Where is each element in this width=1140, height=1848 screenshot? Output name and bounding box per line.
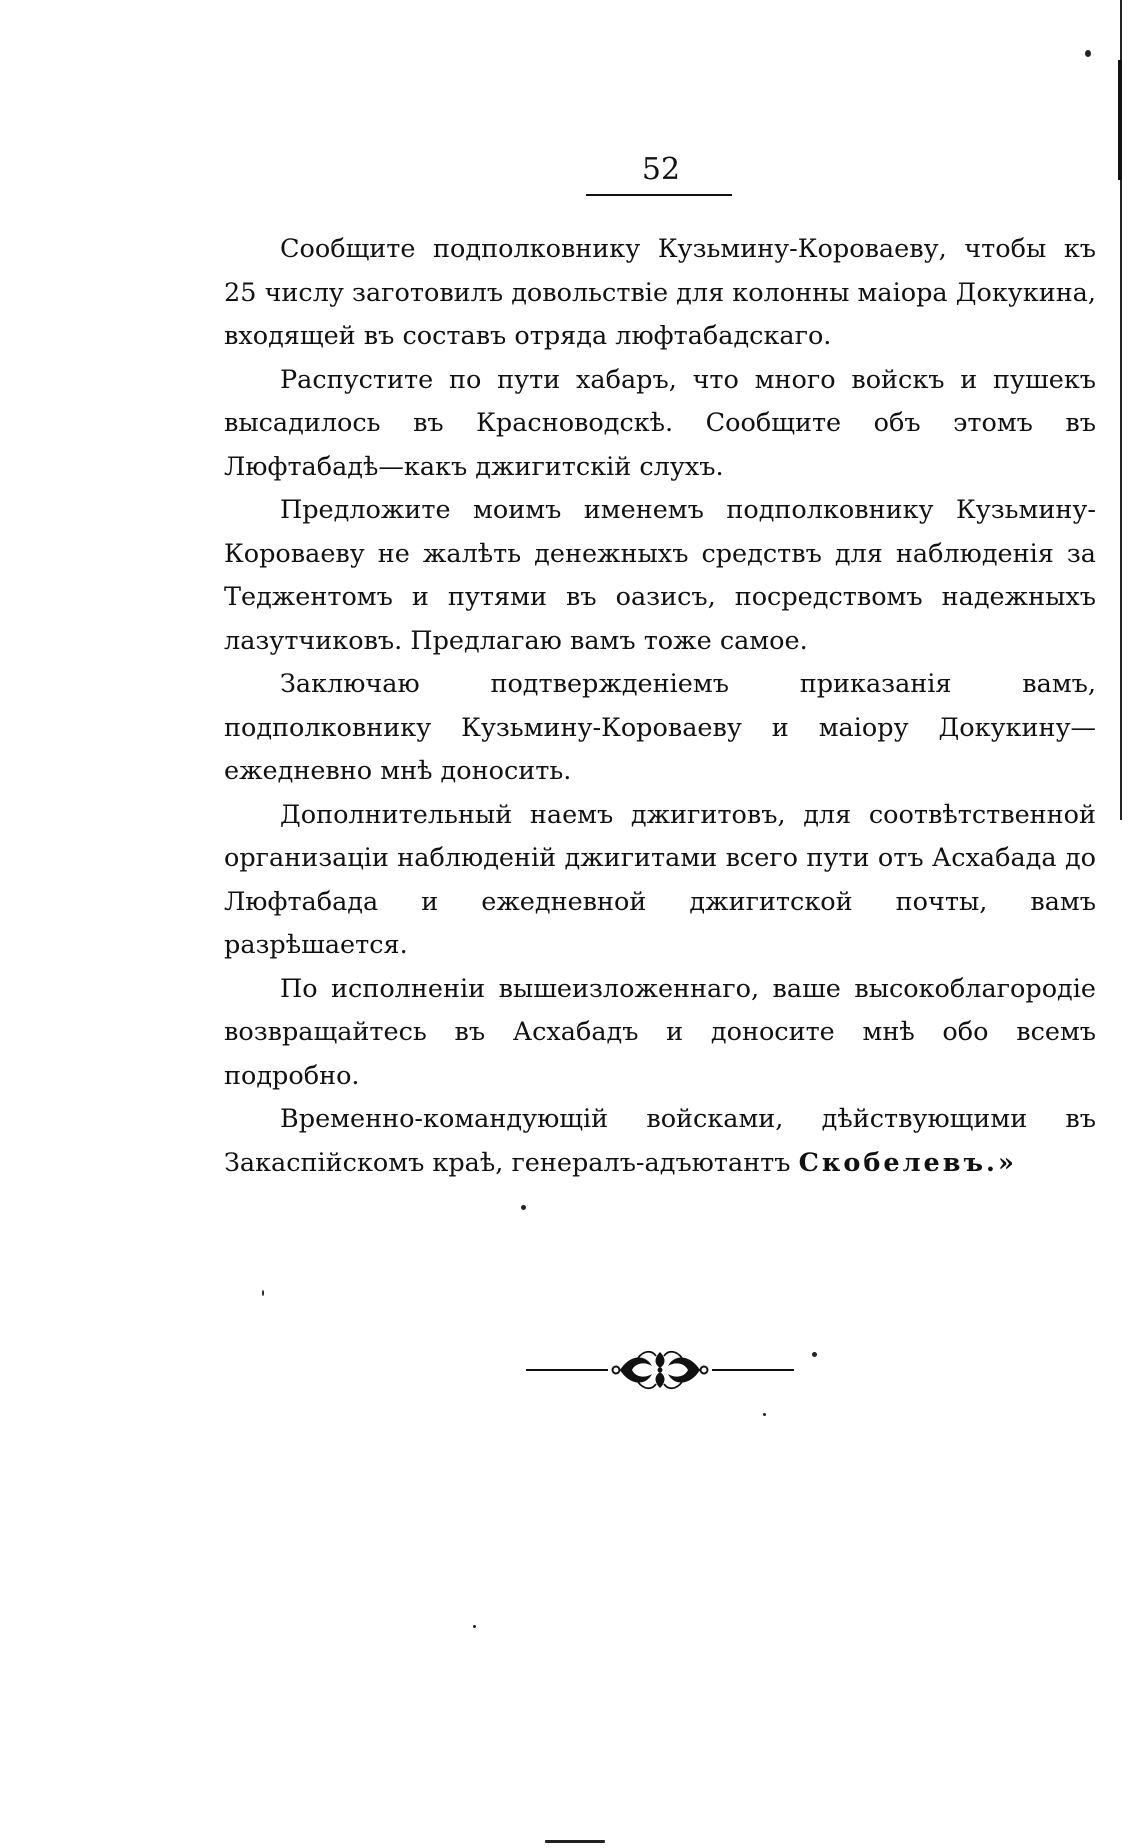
paragraph-6: По исполненіи вышеизложеннаго, ваше высокоблагородіе возвращайтесь въ Асхабадъ и доносите мнѣ обо всемъ подробно. — [224, 973, 1096, 1091]
ink-speck — [1085, 50, 1091, 57]
paragraph-4: Заключаю подтвержденіемъ приказанія вамъ, подполковнику Кузьмину-Короваеву и маіору Докукину—ежедневно мнѣ доносить. — [224, 669, 1096, 786]
ink-speck — [262, 1290, 264, 1296]
paragraph-3: Предложите моимъ именемъ подполковнику Кузьмину-Короваеву не жалѣть денежныхъ средствъ для наблюденія за Теджентомъ и путями въ оазисъ, посредствомъ надежныхъ лазутчиковъ. Предлагаю вамъ тоже самое. — [224, 495, 1096, 656]
ink-speck — [545, 1840, 605, 1843]
paragraph-2: Распустите по пути хабаръ, что много войскъ и пушекъ высадилось въ Красноводскѣ. Сообщите объ этомъ въ Люфтабадѣ—какъ джигитскій слухъ. — [224, 364, 1096, 482]
ink-speck — [473, 1625, 476, 1628]
closing-text: Временно-командующій войсками, дѣйствующими въ Закаспійскомъ краѣ, генералъ-адъютантъ — [224, 1104, 1096, 1178]
ink-speck — [521, 1205, 526, 1210]
closing-paragraph — [224, 1098, 1096, 1185]
page-number: 52 — [641, 152, 681, 187]
page-edge-shadow — [1118, 60, 1122, 180]
body-text — [224, 228, 1096, 1185]
paragraph-1: Сообщите подполковнику Кузьмину-Короваеву, чтобы къ 25 числу заготовилъ довольствіе для колонны маіора Докукина, входящей въ составъ отряда люфтабадскаго. — [224, 234, 1096, 351]
paragraph-5: Дополнительный наемъ джигитовъ, для соотвѣтственной организаціи наблюденій джигитами всего пути отъ Асхабада до Люфтабада и ежедневной джигитской почты, вамъ разрѣшается. — [224, 799, 1096, 960]
page-number-rule — [586, 194, 732, 196]
ink-speck — [763, 1413, 766, 1416]
closing-quote-mark: » — [997, 1147, 1014, 1178]
ornament-divider — [520, 1340, 800, 1400]
signature: Скобелевъ. — [798, 1147, 998, 1178]
ink-speck — [812, 1352, 817, 1357]
